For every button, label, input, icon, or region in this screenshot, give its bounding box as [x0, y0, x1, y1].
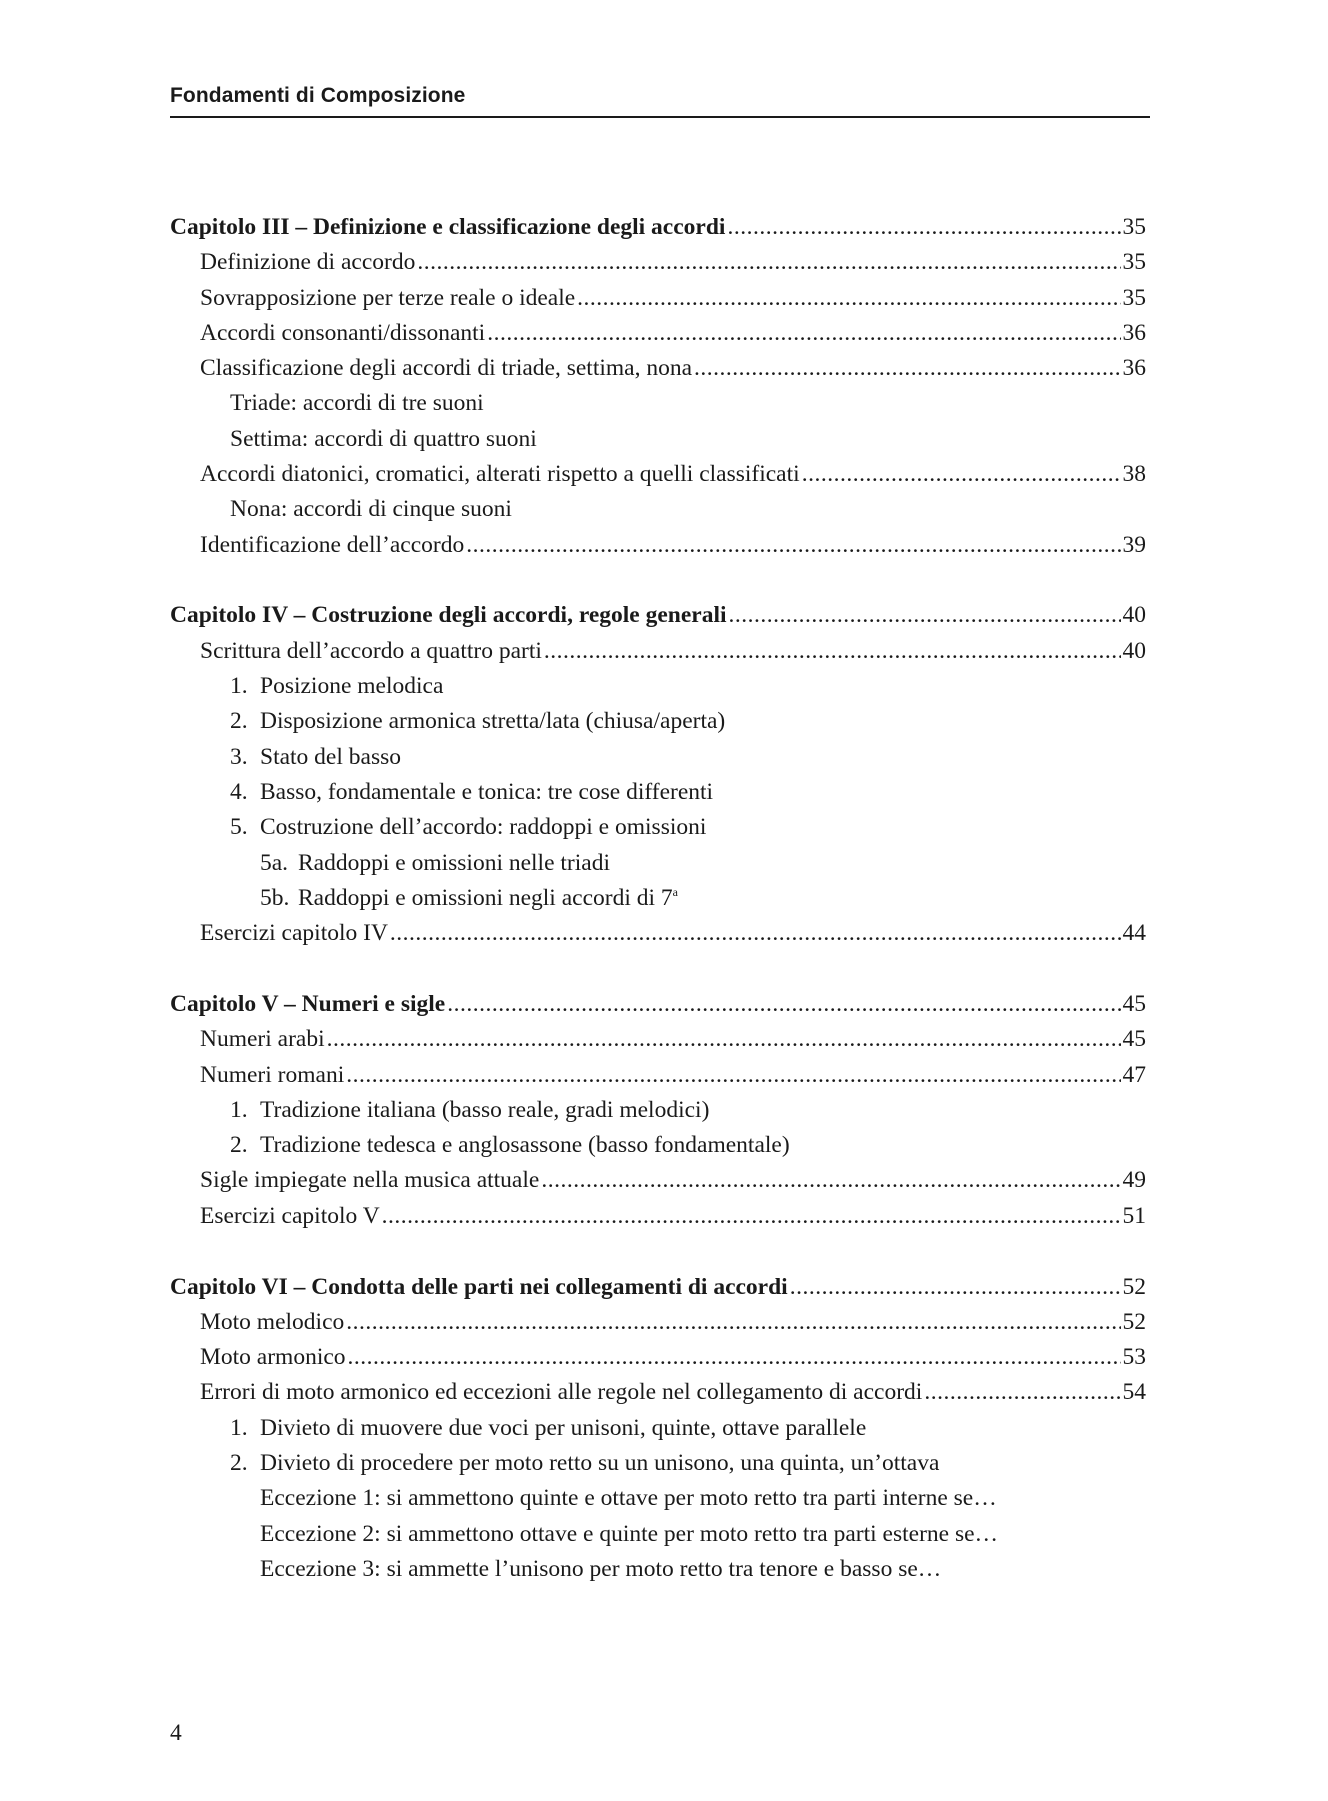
entry-title — [260, 1552, 941, 1587]
entry-number: 1. — [230, 673, 248, 700]
entry-page-number: 40 — [1122, 637, 1146, 664]
entry-text: Eccezione 3: si ammette l’unisono per moto retto tra tenore e basso se… — [260, 1555, 942, 1582]
toc-entry — [170, 1022, 1146, 1057]
entry-title — [230, 740, 401, 775]
entry-title — [200, 1058, 344, 1093]
chapter-title — [170, 987, 445, 1022]
toc-entry — [170, 846, 1146, 881]
toc-entry — [170, 1093, 1146, 1128]
entry-number: 5. — [230, 814, 248, 841]
entry-page-number: 35 — [1122, 214, 1146, 240]
entry-text: Raddoppi e omissioni nelle triadi — [298, 849, 610, 876]
toc-entry — [170, 1058, 1146, 1093]
toc-entry — [170, 1375, 1146, 1410]
toc-entry — [170, 1163, 1146, 1198]
entry-text: Capitolo V – Numeri e sigle — [170, 990, 446, 1017]
entry-title — [230, 775, 713, 810]
entry-title — [230, 386, 484, 421]
dot-leader — [327, 1022, 1121, 1057]
toc-entry — [170, 422, 1146, 457]
entry-text: Triade: accordi di tre suoni — [230, 390, 484, 417]
dot-leader — [790, 1270, 1121, 1305]
entry-text: Errori di moto armonico ed eccezioni alle regole nel collegamento di accordi — [200, 1379, 923, 1406]
dot-leader — [346, 1058, 1120, 1093]
dot-leader — [382, 1199, 1121, 1234]
entry-title — [230, 492, 512, 527]
toc-entry — [170, 386, 1146, 421]
entry-title — [230, 1411, 866, 1446]
entry-title — [200, 351, 692, 386]
entry-number: 2. — [230, 708, 248, 735]
toc-entry — [170, 669, 1146, 704]
entry-title — [200, 1305, 344, 1340]
entry-superscript: a — [672, 885, 678, 900]
header-rule — [170, 116, 1150, 118]
entry-text: Eccezione 1: si ammettono quinte e ottave per moto retto tra parti interne se… — [260, 1485, 997, 1512]
entry-text: Identificazione dell’accordo — [200, 531, 465, 558]
entry-title — [230, 1128, 790, 1163]
entry-text: Posizione melodica — [260, 673, 444, 700]
dot-leader — [541, 1163, 1120, 1198]
dot-leader — [487, 316, 1120, 351]
page-number: 4 — [170, 1720, 182, 1746]
entry-number: 5a. — [260, 849, 289, 876]
entry-title — [230, 1446, 939, 1481]
toc-section — [170, 598, 1146, 951]
entry-title — [200, 1163, 539, 1198]
entry-text: Eccezione 2: si ammettono ottave e quinte per moto retto tra parti esterne se… — [260, 1520, 999, 1547]
entry-page-number: 40 — [1122, 602, 1146, 629]
entry-title — [200, 281, 575, 316]
toc-entry — [170, 1517, 1146, 1552]
toc-entry — [170, 1199, 1146, 1234]
entry-page-number: 54 — [1122, 1379, 1146, 1406]
chapter-title — [170, 1270, 788, 1305]
entry-title — [230, 704, 725, 739]
toc-entry — [170, 1446, 1146, 1481]
entry-page-number: 45 — [1122, 990, 1146, 1017]
entry-number: 3. — [230, 743, 248, 770]
entry-page-number: 35 — [1122, 249, 1146, 276]
entry-title — [260, 881, 678, 916]
toc-entry — [170, 881, 1146, 916]
entry-text: Disposizione armonica stretta/lata (chiusa/aperta) — [260, 708, 726, 735]
entry-text: Tradizione tedesca e anglosassone (basso fondamentale) — [260, 1132, 790, 1159]
entry-title — [200, 457, 800, 492]
entry-text: Definizione di accordo — [200, 249, 416, 276]
entry-title — [200, 1199, 380, 1234]
toc-chapter-entry — [170, 1270, 1146, 1305]
entry-number: 5b. — [260, 884, 290, 911]
toc-entry — [170, 916, 1146, 951]
entry-text: Basso, fondamentale e tonica: tre cose differenti — [260, 778, 714, 805]
entry-title — [230, 422, 537, 457]
entry-title — [200, 634, 542, 669]
entry-text: Sovrapposizione per terze reale o ideale — [200, 284, 576, 311]
toc-chapter-entry — [170, 987, 1146, 1022]
toc-entry — [170, 492, 1146, 527]
entry-title — [200, 1022, 325, 1057]
toc-entry — [170, 528, 1146, 563]
entry-title — [200, 528, 464, 563]
entry-page-number: 35 — [1122, 284, 1146, 311]
toc-entry — [170, 281, 1146, 316]
dot-leader — [727, 210, 1120, 245]
dot-leader — [577, 281, 1120, 316]
toc-entry — [170, 1552, 1146, 1587]
entry-text: Scrittura dell’accordo a quattro parti — [200, 637, 542, 664]
chapter-title — [170, 210, 725, 245]
toc-section — [170, 1270, 1146, 1588]
entry-text: Numeri arabi — [200, 1026, 325, 1053]
entry-title — [260, 846, 610, 881]
toc-entry — [170, 351, 1146, 386]
entry-number: 4. — [230, 778, 248, 805]
toc-entry — [170, 1128, 1146, 1163]
entry-title — [230, 810, 706, 845]
dot-leader — [466, 528, 1120, 563]
entry-title — [230, 1093, 709, 1128]
entry-title — [200, 916, 388, 951]
dot-leader — [346, 1305, 1120, 1340]
dot-leader — [348, 1340, 1121, 1375]
chapter-title — [170, 598, 727, 633]
dot-leader — [447, 987, 1120, 1022]
entry-title — [260, 1517, 998, 1552]
running-header-title: Fondamenti di Composizione — [170, 84, 466, 107]
entry-number: 2. — [230, 1132, 248, 1159]
entry-text: Moto melodico — [200, 1308, 345, 1335]
entry-page-number: 44 — [1122, 920, 1146, 947]
entry-page-number: 36 — [1122, 355, 1146, 382]
entry-text: Costruzione dell’accordo: raddoppi e omissioni — [260, 814, 707, 841]
toc-entry — [170, 245, 1146, 280]
entry-page-number: 45 — [1122, 1026, 1146, 1053]
entry-text: Divieto di procedere per moto retto su un unisono, una quinta, un’ottava — [260, 1450, 940, 1476]
toc-entry — [170, 1305, 1146, 1340]
dot-leader — [694, 351, 1120, 386]
entry-page-number: 38 — [1122, 461, 1146, 488]
entry-text: Accordi diatonici, cromatici, alterati rispetto a quelli classificati — [200, 461, 800, 488]
entry-text: Esercizi capitolo V — [200, 1202, 380, 1229]
toc-chapter-entry — [170, 598, 1146, 633]
entry-text: Sigle impiegate nella musica attuale — [200, 1167, 540, 1194]
entry-page-number: 39 — [1122, 531, 1146, 558]
toc-entry — [170, 810, 1146, 845]
entry-page-number: 36 — [1122, 319, 1146, 346]
entry-page-number: 51 — [1122, 1202, 1146, 1229]
toc-entry — [170, 1411, 1146, 1446]
entry-text: Classificazione degli accordi di triade, settima, nona — [200, 355, 693, 382]
entry-text: Esercizi capitolo IV — [200, 920, 388, 947]
entry-title — [200, 316, 485, 351]
entry-page-number: 47 — [1122, 1061, 1146, 1088]
toc-section — [170, 210, 1146, 563]
dot-leader — [544, 634, 1121, 669]
entry-text: Tradizione italiana (basso reale, gradi melodici) — [260, 1096, 710, 1123]
entry-text: Capitolo IV – Costruzione degli accordi, regole generali — [170, 602, 727, 629]
entry-text: Capitolo III – Definizione e classificazione degli accordi — [170, 214, 726, 240]
entry-number: 1. — [230, 1414, 248, 1441]
toc-section — [170, 987, 1146, 1234]
entry-text: Raddoppi e omissioni negli accordi di 7 — [298, 884, 673, 911]
entry-title — [200, 1375, 922, 1410]
entry-title — [200, 245, 415, 280]
entry-text: Nona: accordi di cinque suoni — [230, 496, 512, 523]
entry-text: Settima: accordi di quattro suoni — [230, 425, 537, 452]
entry-text: Capitolo VI – Condotta delle parti nei collegamenti di accordi — [170, 1273, 788, 1300]
toc-entry — [170, 634, 1146, 669]
toc-entry — [170, 1340, 1146, 1375]
dot-leader — [729, 598, 1121, 633]
toc-entry — [170, 775, 1146, 810]
entry-text: Divieto di muovere due voci per unisoni, quinte, ottave parallele — [260, 1414, 867, 1441]
table-of-contents — [170, 210, 1146, 1623]
entry-title — [230, 669, 443, 704]
entry-title — [260, 1481, 997, 1516]
entry-page-number: 49 — [1122, 1167, 1146, 1194]
dot-leader — [802, 457, 1121, 492]
dot-leader — [924, 1375, 1120, 1410]
entry-title — [200, 1340, 346, 1375]
toc-entry — [170, 1481, 1146, 1516]
entry-text: Stato del basso — [260, 743, 401, 770]
entry-text: Accordi consonanti/dissonanti — [200, 319, 486, 346]
entry-page-number: 52 — [1122, 1273, 1146, 1300]
entry-text: Numeri romani — [200, 1061, 345, 1088]
toc-chapter-entry — [170, 210, 1146, 245]
entry-page-number: 52 — [1122, 1308, 1146, 1335]
toc-entry — [170, 704, 1146, 739]
toc-entry — [170, 740, 1146, 775]
toc-entry — [170, 457, 1146, 492]
toc-entry — [170, 316, 1146, 351]
entry-number: 1. — [230, 1096, 248, 1123]
entry-text: Moto armonico — [200, 1344, 346, 1371]
dot-leader — [390, 916, 1121, 951]
entry-number: 2. — [230, 1450, 248, 1476]
dot-leader — [417, 245, 1120, 280]
entry-page-number: 53 — [1122, 1344, 1146, 1371]
